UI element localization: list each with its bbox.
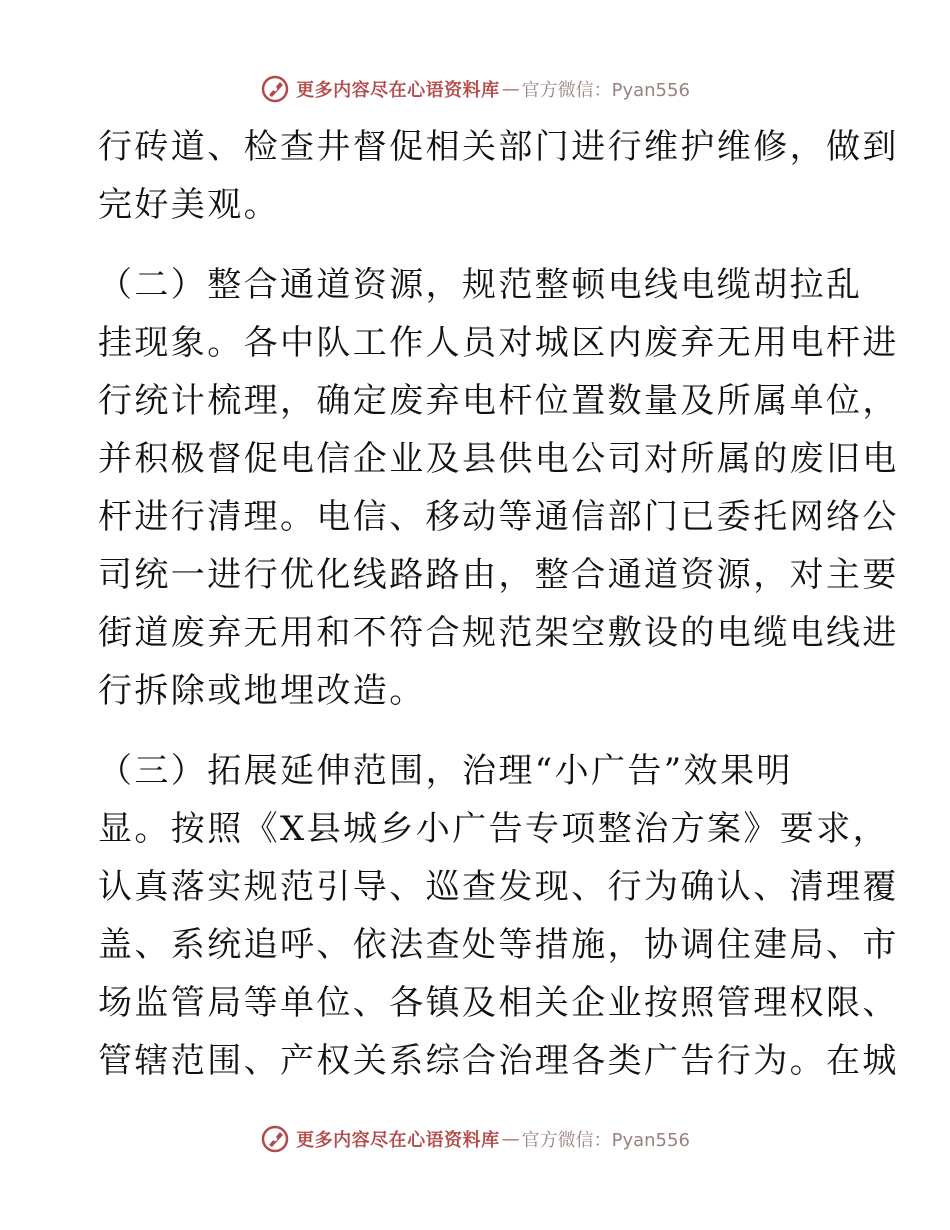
text-line: 并积极督促电信企业及县供电公司对所属的废旧电 [98, 439, 899, 479]
page-header-watermark [0, 74, 950, 104]
footer-contact: 官方微信：Pyan556 [521, 1130, 690, 1151]
text-line: 司统一进行优化线路路由，整合通道资源，对主要 [98, 555, 899, 595]
section-heading-line: （三）拓展延伸范围，治理“小广告”效果明 [98, 751, 793, 791]
header-separator: — [501, 78, 520, 100]
text-line: 认真落实规范引导、巡查发现、行为确认、清理覆 [98, 867, 899, 907]
text-line: 街道废弃无用和不符合规范架空敷设的电缆电线进 [98, 613, 899, 653]
page-footer-watermark [0, 1124, 950, 1154]
paragraph-3 [98, 742, 899, 1090]
text-line: 行砖道、检查井督促相关部门进行维护维修，做到 [98, 127, 899, 167]
document-body [98, 118, 899, 1090]
footer-brand: 更多内容尽在心语资料库 [296, 1130, 500, 1151]
header-brand: 更多内容尽在心语资料库 [296, 80, 500, 101]
text-line: 管辖范围、产权关系综合治理各类广告行为。在城 [98, 1041, 899, 1081]
header-contact: 官方微信：Pyan556 [521, 80, 690, 101]
paragraph-2 [98, 256, 899, 720]
text-line: 场监管局等单位、各镇及相关企业按照管理权限、 [98, 983, 899, 1023]
text-line: 完好美观。 [98, 185, 280, 225]
text-line: 显。按照《X县城乡小广告专项整治方案》要求， [98, 809, 890, 849]
text-line: 行拆除或地埋改造。 [98, 671, 426, 711]
text-line: 行统计梳理，确定废弃电杆位置数量及所属单位， [98, 381, 899, 421]
paragraph-1 [98, 118, 899, 234]
text-line: 挂现象。各中队工作人员对城区内废弃无用电杆进 [98, 323, 899, 363]
pen-logo-icon [260, 1124, 290, 1154]
section-heading-line: （二）整合通道资源，规范整顿电线电缆胡拉乱 [98, 265, 863, 305]
footer-separator: — [501, 1128, 520, 1150]
pen-logo-icon [260, 74, 290, 104]
text-line: 杆进行清理。电信、移动等通信部门已委托网络公 [98, 497, 899, 537]
text-line: 盖、系统追呼、依法查处等措施，协调住建局、市 [98, 925, 899, 965]
